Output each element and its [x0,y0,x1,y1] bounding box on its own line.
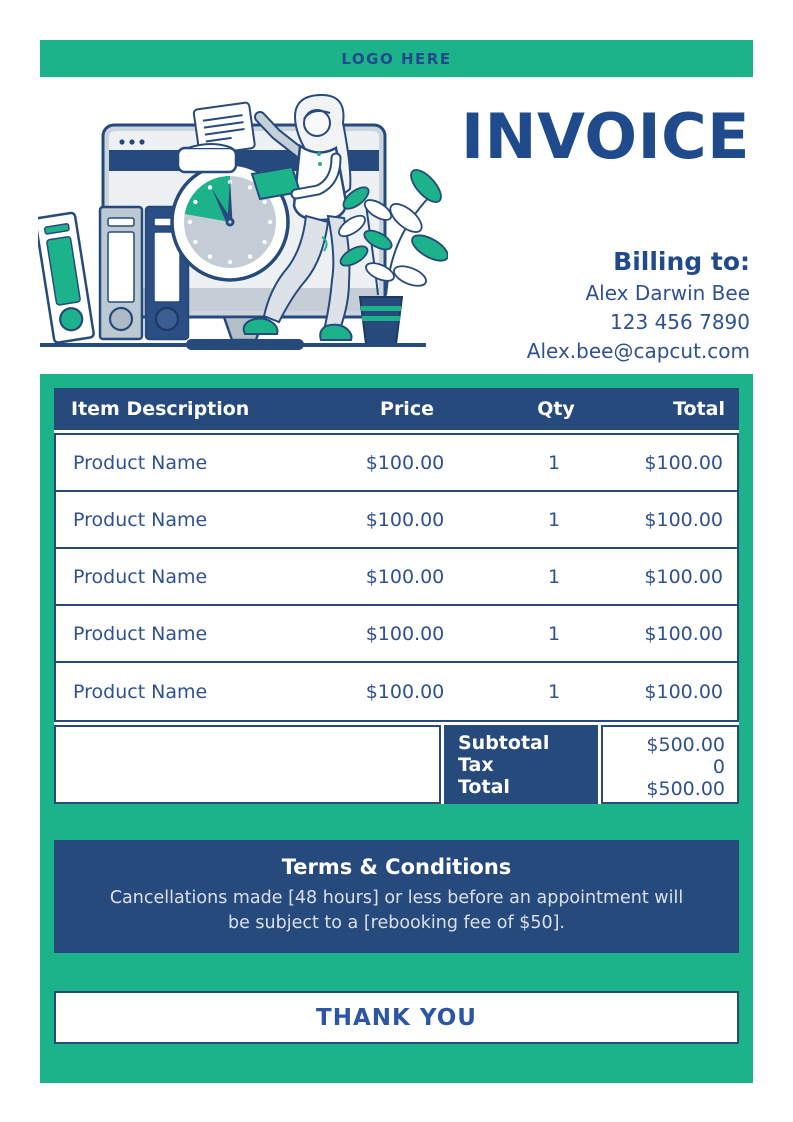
billing-info [527,247,750,366]
price-cell: $100.00 [365,680,445,703]
subtotal-label: Subtotal [458,732,550,754]
qty-cell: 1 [547,565,561,588]
billing-title: Billing to: [613,247,750,276]
column-header: Price [380,398,434,420]
table-row [56,435,737,492]
price-cell: $100.00 [365,451,445,474]
table-row [56,606,737,663]
total-cell: $100.00 [644,622,723,645]
column-header: Item Description [71,398,250,420]
table-body [54,433,739,722]
hero-illustration [38,92,448,360]
item-description-cell: Product Name [73,680,208,703]
total-cell: $100.00 [644,565,723,588]
binders-icon [38,207,188,343]
thank-you-text: THANK YOU [316,1004,477,1031]
table-header [54,388,739,430]
billing-email: Alex.bee@capcut.com [526,339,750,363]
price-cell: $100.00 [365,622,445,645]
total-cell: $100.00 [644,508,723,531]
thank-you-box [54,991,739,1044]
total-value: $500.00 [646,778,725,800]
billing-phone: 123 456 7890 [610,310,750,334]
item-description-cell: Product Name [73,565,208,588]
items-table [54,388,739,804]
logo-bar [40,40,753,77]
total-label: Total [458,776,510,798]
logo-text: LOGO HERE [341,49,452,68]
qty-cell: 1 [547,622,561,645]
item-description-cell: Product Name [73,451,208,474]
billing-name: Alex Darwin Bee [585,281,750,305]
woman-clock-monitor-illustration [38,92,448,360]
table-row [56,663,737,720]
subtotal-value: $500.00 [646,734,725,756]
summary-row [54,725,739,804]
terms-line: Cancellations made [48 hours] or less before an appointment will [109,888,684,908]
terms-line: be subject to a [rebooking fee of $50]. [227,913,565,933]
table-row [56,492,737,549]
qty-cell: 1 [547,508,561,531]
summary-values [601,725,739,804]
page-title: INVOICE [461,100,750,173]
total-cell: $100.00 [644,680,723,703]
tax-value: 0 [712,756,725,778]
summary-empty-cell [54,725,441,804]
item-description-cell: Product Name [73,622,208,645]
column-header: Qty [537,398,575,420]
invoice-panel [40,374,753,1083]
terms-title: Terms & Conditions [281,855,512,879]
total-cell: $100.00 [644,451,723,474]
qty-cell: 1 [547,451,561,474]
item-description-cell: Product Name [73,508,208,531]
price-cell: $100.00 [365,565,445,588]
table-row [56,549,737,606]
qty-cell: 1 [547,680,561,703]
summary-labels [444,725,598,804]
column-header: Total [673,398,725,420]
terms-box [54,840,739,953]
tax-label: Tax [458,754,494,776]
price-cell: $100.00 [365,508,445,531]
